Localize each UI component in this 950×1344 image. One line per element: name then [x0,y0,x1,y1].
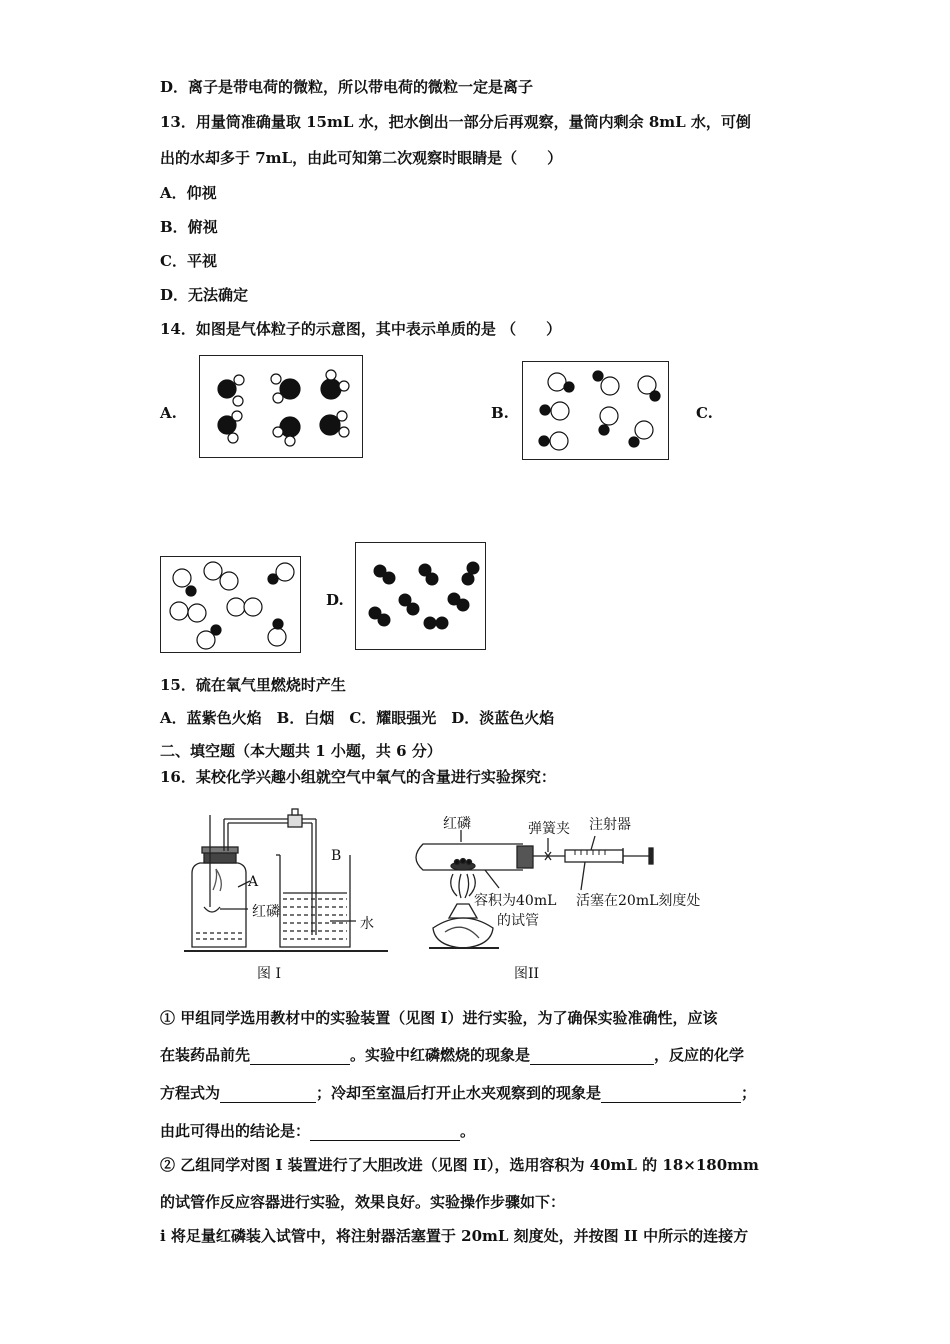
section-2-heading: 二、填空题（本大题共 1 小题，共 6 分） [160,742,442,760]
answer-blank-3[interactable] [220,1086,316,1103]
q16-part2-line3: i 将足量红磷装入试管中，将注射器活塞置于 20mL 刻度处，并按图 II 中所示的连接方 [160,1227,749,1245]
q16-part1-line4 [160,1121,475,1141]
answer-blank-1[interactable] [250,1048,350,1065]
q14-stem: 14．如图是气体粒子的示意图，其中表示单质的是 （ ） [160,320,562,338]
text-seg: ；冷却至室温后打开止水夹观察到的现象是 [316,1084,602,1102]
text-seg: 。 [460,1122,476,1140]
q13-option-a: A．仰视 [160,184,217,202]
q12-option-d: D．离子是带电荷的微粒，所以带电荷的微粒一定是离子 [160,78,534,96]
particle-box-b [522,361,669,460]
text-seg: 在装药品前先 [160,1046,251,1064]
text-seg: ； [741,1084,757,1102]
text-seg: 。实验中红磷燃烧的现象是 [350,1046,531,1064]
fig2-label-piston: 活塞在20mL刻度处 [576,893,701,909]
molecules-mixture-diagram [161,557,300,652]
answer-blank-2[interactable] [530,1048,654,1065]
q16-part1-line2 [160,1045,744,1065]
q15-options: A．蓝紫色火焰 B．白烟 C．耀眼强光 D．淡蓝色火焰 [160,709,555,727]
q15-stem: 15．硫在氧气里燃烧时产生 [160,676,346,694]
q13-option-d: D．无法确定 [160,286,249,304]
particle-box-a [199,355,363,458]
fig1-label-water: 水 [360,916,374,932]
fig2-label-clamp: 弹簧夹 [528,821,570,837]
answer-blank-5[interactable] [310,1124,460,1141]
molecules-hetero-diatomic-diagram [523,362,668,459]
fig2-label-tube-line1: 容积为40mL [474,893,557,909]
fig2-label-phosphorus: 红磷 [443,816,471,832]
q16-part1-line1: ① 甲组同学选用教材中的实验装置（见图 I）进行实验，为了确保实验准确性，应该 [160,1009,718,1027]
fig1-label-phosphorus: 红磷 [252,904,280,920]
fig2-label-syringe: 注射器 [589,817,631,833]
q13-stem-line2: 出的水却多于 7mL，由此可知第二次观察时眼睛是（ ） [160,149,563,167]
q13-option-b: B．俯视 [160,218,218,236]
q13-option-c: C．平视 [160,252,217,270]
q14-label-b: B. [491,404,509,422]
fig2-label-tube-line2: 的试管 [497,913,539,929]
particle-box-c [160,556,301,653]
particle-box-d [355,542,486,650]
fig1-caption: 图 I [257,966,281,982]
q14-label-d: D. [326,591,344,609]
molecules-compound-diagram [200,356,362,457]
q16-part1-line3 [160,1083,756,1103]
text-seg: ，反应的化学 [654,1046,745,1064]
text-seg: 方程式为 [160,1084,221,1102]
answer-blank-4[interactable] [601,1086,741,1103]
q16-part2-line1: ② 乙组同学对图 I 装置进行了大胆改进（见图 II），选用容积为 40mL 的 18×180mm [160,1156,759,1174]
fig1-label-b: B [331,848,342,864]
fig1-label-a: A [248,874,259,890]
q14-label-a: A. [160,404,177,422]
fig2-caption: 图II [514,966,540,982]
q16-part2-line2: 的试管作反应容器进行实验，效果良好。实验操作步骤如下： [160,1193,566,1211]
molecules-element-diagram [356,543,485,649]
q14-label-c: C. [696,404,713,422]
text-seg: 由此可得出的结论是： [160,1122,311,1140]
q16-stem: 16．某校化学兴趣小组就空气中氧气的含量进行实验探究： [160,768,556,786]
figure-1-apparatus [180,795,390,985]
q13-stem-line1: 13．用量筒准确量取 15mL 水，把水倒出一部分后再观察，量筒内剩余 8mL 水，可倒 [160,113,751,131]
